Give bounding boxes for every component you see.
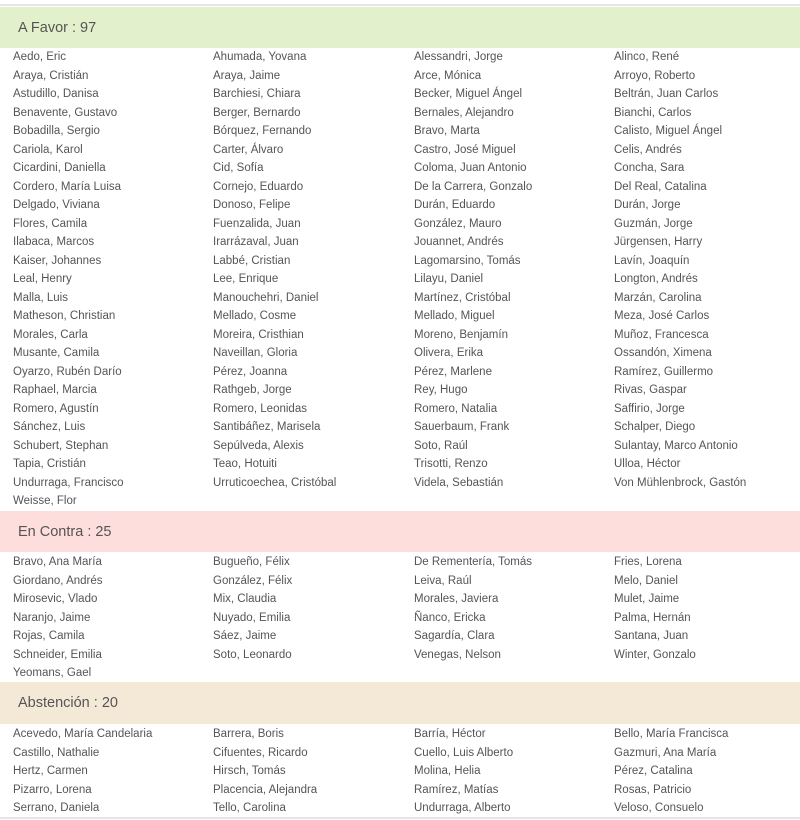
voter-name: Cid, Sofía bbox=[213, 162, 264, 174]
voter-name: Araya, Cristián bbox=[13, 69, 89, 82]
voter-name: Mirosevic, Vlado bbox=[13, 593, 98, 605]
voter-name: Rey, Hugo bbox=[414, 384, 468, 396]
voter-name: Oyarzo, Rubén Darío bbox=[13, 365, 122, 378]
voter-name: Tello, Carolina bbox=[213, 802, 286, 814]
voter-name: Longton, Andrés bbox=[614, 273, 698, 285]
voter-name: Ramírez, Guillermo bbox=[614, 365, 714, 378]
voter-name: Lavín, Joaquín bbox=[614, 254, 690, 267]
voter-name: Castillo, Nathalie bbox=[13, 746, 100, 759]
voter-name: Pérez, Joanna bbox=[213, 365, 288, 378]
voter-name: Rathgeb, Jorge bbox=[213, 384, 292, 396]
voter-name: Lilayu, Daniel bbox=[414, 273, 484, 285]
voter-name: Araya, Jaime bbox=[213, 69, 281, 82]
voter-name: Ramírez, Matías bbox=[414, 783, 499, 796]
voter-name: González, Mauro bbox=[414, 217, 502, 230]
voter-name: Acevedo, María Candelaria bbox=[13, 728, 153, 740]
voter-name: Labbé, Cristian bbox=[213, 254, 291, 267]
voter-name: Sáez, Jaime bbox=[213, 630, 277, 642]
voter-name: Saffirio, Jorge bbox=[614, 402, 685, 415]
voter-name: Benavente, Gustavo bbox=[13, 106, 118, 119]
voter-name: Sánchez, Luis bbox=[13, 421, 86, 433]
voter-name: Leiva, Raúl bbox=[414, 574, 472, 587]
voter-name: Moreira, Cristhian bbox=[213, 328, 304, 341]
voter-name: Bravo, Marta bbox=[414, 125, 480, 137]
voter-name: Coloma, Juan Antonio bbox=[414, 162, 527, 174]
voter-name: Placencia, Alejandra bbox=[213, 783, 318, 796]
voter-name: Schneider, Emilia bbox=[13, 648, 102, 661]
voter-name: Matheson, Christian bbox=[13, 310, 116, 322]
voter-name: Soto, Raúl bbox=[414, 439, 468, 452]
voter-name: Teao, Hotuiti bbox=[213, 458, 277, 470]
voter-name: Beltrán, Juan Carlos bbox=[614, 88, 719, 100]
voter-name: Cicardini, Daniella bbox=[13, 162, 106, 174]
voter-name: Irarrázaval, Juan bbox=[213, 236, 299, 248]
voter-name: Carter, Álvaro bbox=[213, 143, 284, 156]
voter-name: Pizarro, Lorena bbox=[13, 783, 92, 796]
voter-name: Arroyo, Roberto bbox=[614, 69, 696, 82]
voter-name: Bianchi, Carlos bbox=[614, 106, 692, 119]
voter-name: Ilabaca, Marcos bbox=[13, 236, 95, 248]
voter-name: Veloso, Consuelo bbox=[614, 802, 704, 814]
voter-name: Rojas, Camila bbox=[13, 630, 85, 642]
voter-name: Hirsch, Tomás bbox=[213, 765, 286, 777]
voter-name: Del Real, Catalina bbox=[614, 180, 707, 193]
voter-name: Ñanco, Ericka bbox=[414, 611, 486, 624]
section-header-abstencion: Abstención : 20 bbox=[0, 682, 800, 724]
voter-name: Serrano, Daniela bbox=[13, 802, 100, 814]
voter-name: Musante, Camila bbox=[13, 347, 100, 359]
voter-name: Schubert, Stephan bbox=[13, 439, 109, 452]
voter-name: Cordero, María Luisa bbox=[13, 180, 122, 193]
voter-name: Castro, José Miguel bbox=[414, 143, 516, 156]
voter-name: Cuello, Luis Alberto bbox=[414, 746, 514, 759]
voter-name: Cariola, Karol bbox=[13, 143, 83, 156]
voter-name: Fries, Lorena bbox=[614, 556, 682, 568]
voter-name: Urruticoechea, Cristóbal bbox=[213, 476, 337, 489]
voter-name: Astudillo, Danisa bbox=[13, 88, 99, 100]
voter-name: Hertz, Carmen bbox=[13, 765, 88, 777]
voter-name: Ahumada, Yovana bbox=[213, 51, 307, 63]
voter-name: Undurraga, Alberto bbox=[414, 802, 511, 814]
voter-name: Romero, Natalia bbox=[414, 402, 498, 415]
voter-name: Flores, Camila bbox=[13, 217, 88, 230]
voter-name: Morales, Carla bbox=[13, 328, 88, 341]
voter-name: Bravo, Ana María bbox=[13, 556, 102, 568]
voter-name: De la Carrera, Gonzalo bbox=[414, 180, 533, 193]
voter-name: Bello, María Francisca bbox=[614, 728, 729, 740]
voter-name: Mulet, Jaime bbox=[614, 593, 680, 605]
section-header-a-favor: A Favor : 97 bbox=[0, 7, 800, 48]
top-divider bbox=[0, 4, 800, 6]
voter-name: Cornejo, Eduardo bbox=[213, 180, 304, 193]
voter-name: Undurraga, Francisco bbox=[13, 476, 124, 489]
voter-name: Bugueño, Félix bbox=[213, 556, 290, 568]
voter-name: Pérez, Catalina bbox=[614, 765, 693, 777]
voter-name: Rivas, Gaspar bbox=[614, 384, 687, 396]
voter-name: Ossandón, Ximena bbox=[614, 347, 712, 359]
voter-name: Von Mühlenbrock, Gastón bbox=[614, 476, 747, 489]
voter-name: Durán, Jorge bbox=[614, 199, 681, 211]
voter-name: Olivera, Erika bbox=[414, 347, 484, 359]
voter-name: Trisotti, Renzo bbox=[414, 458, 488, 470]
voter-name: Berger, Bernardo bbox=[213, 106, 301, 119]
voter-name: Muñoz, Francesca bbox=[614, 328, 709, 341]
voter-name: Guzmán, Jorge bbox=[614, 217, 693, 230]
voter-name: Concha, Sara bbox=[614, 162, 685, 174]
voter-name: Yeomans, Gael bbox=[13, 667, 92, 679]
bottom-divider bbox=[0, 817, 800, 819]
voter-name: Lagomarsino, Tomás bbox=[414, 254, 521, 267]
voter-name: Naranjo, Jaime bbox=[13, 611, 91, 624]
voter-name: Cifuentes, Ricardo bbox=[213, 746, 308, 759]
voter-name: Videla, Sebastián bbox=[414, 476, 504, 489]
voter-name: Barchiesi, Chiara bbox=[213, 88, 301, 100]
voter-name: Fuenzalida, Juan bbox=[213, 217, 301, 230]
voter-name: Barría, Héctor bbox=[414, 728, 486, 740]
voter-name: Calisto, Miguel Ángel bbox=[614, 125, 723, 137]
voter-name: Romero, Leonidas bbox=[213, 402, 307, 415]
voter-name: Moreno, Benjamín bbox=[414, 328, 508, 341]
voter-name: Santana, Juan bbox=[614, 630, 689, 642]
voter-name: Rosas, Patricio bbox=[614, 783, 692, 796]
voter-name: Durán, Eduardo bbox=[414, 199, 496, 211]
voter-name: Leal, Henry bbox=[13, 273, 72, 285]
voter-name: Melo, Daniel bbox=[614, 574, 678, 587]
voter-name: Bernales, Alejandro bbox=[414, 106, 514, 119]
voter-name: González, Félix bbox=[213, 574, 293, 587]
voter-name: Lee, Enrique bbox=[213, 273, 279, 285]
voter-name: Donoso, Felipe bbox=[213, 199, 291, 211]
voter-name: Tapia, Cristián bbox=[13, 458, 86, 470]
voter-name: Venegas, Nelson bbox=[414, 648, 501, 661]
voter-name: Ulloa, Héctor bbox=[614, 458, 681, 470]
voter-name: Mellado, Cosme bbox=[213, 310, 297, 322]
voter-name: Nuyado, Emilia bbox=[213, 611, 291, 624]
voter-name: Malla, Luis bbox=[13, 291, 68, 304]
voter-name: Raphael, Marcia bbox=[13, 384, 97, 396]
section-header-en-contra: En Contra : 25 bbox=[0, 511, 800, 552]
voter-name: Arce, Mónica bbox=[414, 69, 482, 82]
voter-name: Kaiser, Johannes bbox=[13, 254, 102, 267]
voter-name: Bórquez, Fernando bbox=[213, 125, 312, 137]
voter-name: Aedo, Eric bbox=[13, 51, 67, 63]
voter-name: Martínez, Cristóbal bbox=[414, 291, 511, 304]
voter-name: Naveillan, Gloria bbox=[213, 347, 298, 359]
voter-name: Soto, Leonardo bbox=[213, 648, 292, 661]
voter-name: Jouannet, Andrés bbox=[414, 236, 504, 248]
voter-name: Weisse, Flor bbox=[13, 495, 77, 507]
voter-name: Jürgensen, Harry bbox=[614, 236, 703, 248]
voter-name: Sagardía, Clara bbox=[414, 630, 495, 642]
voter-name: Manouchehri, Daniel bbox=[213, 291, 319, 304]
voter-name: Palma, Hernán bbox=[614, 611, 691, 624]
voter-name: Mellado, Miguel bbox=[414, 310, 495, 322]
voter-name: Sauerbaum, Frank bbox=[414, 421, 510, 433]
voter-name: Gazmuri, Ana María bbox=[614, 746, 717, 759]
voter-name: De Rementería, Tomás bbox=[414, 556, 533, 568]
voter-name: Giordano, Andrés bbox=[13, 574, 103, 587]
voter-name: Alinco, René bbox=[614, 51, 680, 63]
voter-name: Meza, José Carlos bbox=[614, 310, 710, 322]
voter-name: Molina, Helia bbox=[414, 765, 481, 777]
voter-name: Barrera, Boris bbox=[213, 728, 284, 740]
voter-name: Becker, Miguel Ángel bbox=[414, 88, 523, 100]
voter-name: Bobadilla, Sergio bbox=[13, 125, 100, 137]
voter-name: Winter, Gonzalo bbox=[614, 648, 696, 661]
voter-name: Sepúlveda, Alexis bbox=[213, 439, 304, 452]
voter-name: Alessandri, Jorge bbox=[414, 51, 503, 63]
voter-name: Schalper, Diego bbox=[614, 421, 696, 433]
voter-name: Santibáñez, Marisela bbox=[213, 421, 321, 433]
voter-name: Delgado, Viviana bbox=[13, 199, 100, 211]
voter-name: Mix, Claudia bbox=[213, 593, 277, 605]
voter-name: Romero, Agustín bbox=[13, 402, 99, 415]
voter-name: Sulantay, Marco Antonio bbox=[614, 439, 738, 452]
voter-name: Morales, Javiera bbox=[414, 593, 499, 605]
voter-name: Marzán, Carolina bbox=[614, 291, 702, 304]
voter-name: Celis, Andrés bbox=[614, 143, 682, 156]
voter-name: Pérez, Marlene bbox=[414, 365, 492, 378]
